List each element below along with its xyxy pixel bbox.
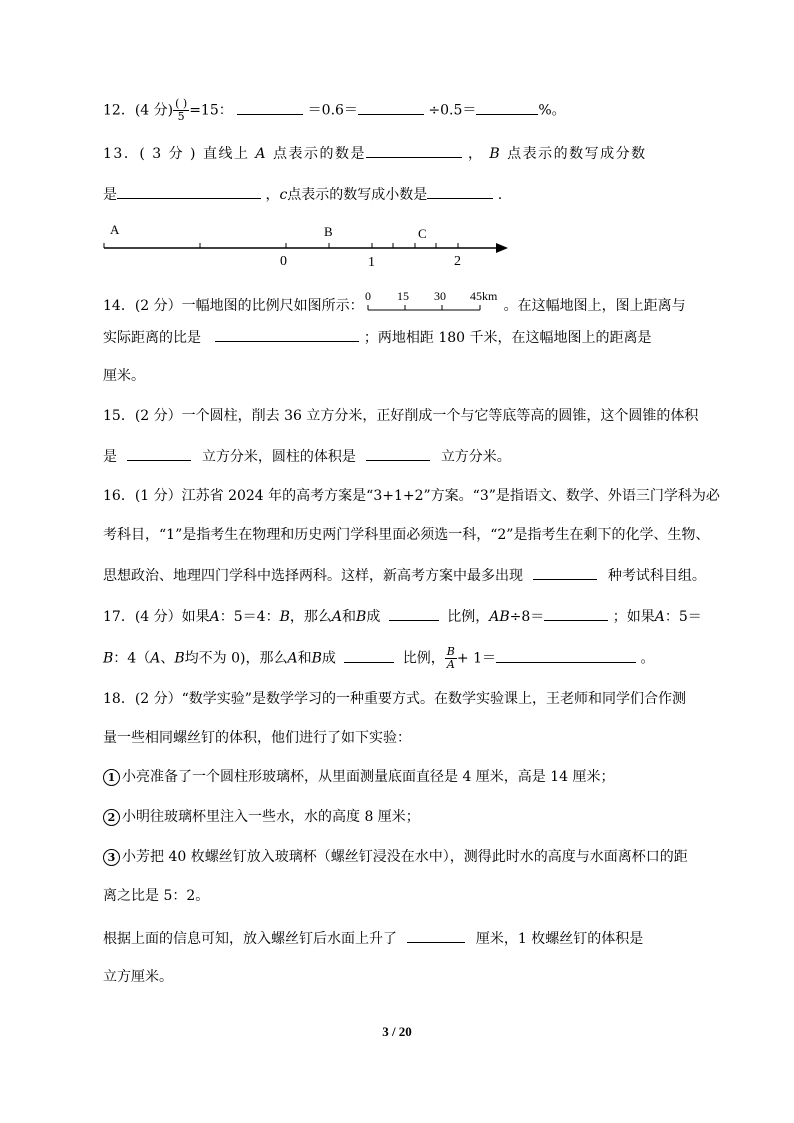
q17-text: 。 bbox=[640, 650, 655, 667]
q17-frac-num: B bbox=[446, 645, 455, 658]
q13-blank-2[interactable] bbox=[117, 184, 261, 199]
q14-text-5: 厘米。 bbox=[103, 368, 145, 384]
q13-text-8: . bbox=[497, 187, 503, 203]
q17-frac-den: A bbox=[446, 658, 455, 671]
q12-frac-num: ( ) bbox=[175, 97, 188, 110]
q18-text-4: 厘米，1 枚螺丝钉的体积是 bbox=[475, 931, 644, 947]
q17-text: ：5＝ bbox=[664, 609, 702, 625]
q16-text-2: 考科目，“1”是指考生在物理和历史两门学科里面必须选一科，“2”是指考生在剩下的化学、生物、 bbox=[103, 527, 710, 543]
circled-number-3-icon: 3 bbox=[103, 849, 120, 866]
q12-eq3: ÷0.5＝ bbox=[428, 102, 477, 119]
q13-text-3: ， bbox=[467, 146, 484, 162]
q17-text: ；如果 bbox=[612, 609, 655, 625]
q17-text: ：5＝4： bbox=[219, 609, 280, 625]
scale-label: 15 bbox=[396, 290, 409, 303]
q12-blank-3[interactable] bbox=[476, 100, 538, 115]
question-13-line-2 bbox=[103, 184, 715, 205]
tick-label-1: 1 bbox=[368, 255, 375, 270]
q16-text-3: 思想政治、地理四门学科中选择两科。这样，新高考方案中最多出现 bbox=[103, 568, 523, 584]
q12-eq1: =15： bbox=[189, 102, 233, 119]
q17-var: B bbox=[103, 650, 114, 667]
q17-text: 比例， bbox=[402, 650, 445, 667]
question-18-step-1 bbox=[103, 767, 715, 787]
tick-label-0: 0 bbox=[280, 254, 287, 269]
scale-label: 30 bbox=[433, 290, 446, 303]
question-18-last-1 bbox=[103, 928, 715, 949]
q17-var: B bbox=[279, 609, 290, 625]
q17-var: AB bbox=[489, 609, 510, 625]
q12-blank-2[interactable] bbox=[358, 100, 424, 115]
q17-text: ，那么 bbox=[289, 609, 332, 625]
q13-blank-3[interactable] bbox=[427, 184, 493, 199]
q17-var: A bbox=[150, 650, 161, 667]
circled-number-2-icon: 2 bbox=[103, 809, 120, 826]
q15-blank-2[interactable] bbox=[366, 446, 430, 461]
page-number: 3 / 20 bbox=[382, 1024, 412, 1039]
q18-step-1-text: 小亮准备了一个圆柱形玻璃杯，从里面测量底面直径是 4 厘米，高是 14 厘米； bbox=[122, 769, 615, 785]
q13-var-b: B bbox=[489, 146, 502, 162]
q13-text-1: 13．( 3 分 ) 直线上 bbox=[103, 146, 250, 162]
q17-text: 和 bbox=[342, 609, 357, 625]
question-18-line-2 bbox=[103, 728, 715, 748]
q17-text: 、 bbox=[160, 650, 175, 667]
q15-blank-1[interactable] bbox=[127, 446, 191, 461]
q16-text-4: 种考试科目组。 bbox=[607, 568, 706, 584]
q17-text: 17．(4 分）如果 bbox=[103, 609, 210, 625]
q13-text-6: ， bbox=[265, 187, 280, 203]
question-14-line-1 bbox=[103, 290, 715, 318]
point-label-c: C bbox=[418, 226, 427, 241]
q18-text-5: 立方厘米。 bbox=[103, 969, 173, 985]
question-18-step-3 bbox=[103, 847, 715, 867]
q17-text: 和 bbox=[297, 650, 312, 667]
q13-text-2: 点表示的数是 bbox=[272, 146, 366, 162]
q12-blank-1[interactable] bbox=[237, 100, 303, 115]
q18-blank-1[interactable] bbox=[407, 928, 465, 943]
q17-text: + 1＝ bbox=[456, 650, 496, 667]
q14-text-4: ；两地相距 180 千米，在这幅地图上的距离是 bbox=[363, 330, 652, 346]
q12-fraction bbox=[173, 98, 189, 123]
q15-text-2: 是 bbox=[103, 449, 117, 465]
q18-step-3-text: 小芳把 40 枚螺丝钉放入玻璃杯（螺丝钉浸没在水中），测得此时水的高度与水面离杯口的距 bbox=[122, 849, 688, 865]
q12-frac-den: 5 bbox=[177, 110, 185, 123]
point-label-b: B bbox=[324, 224, 333, 239]
q17-blank-3[interactable] bbox=[344, 648, 394, 663]
q13-text-4: 点表示的数写成分数 bbox=[507, 146, 647, 162]
scale-label: 0 bbox=[364, 290, 371, 303]
q17-text: 均不为 0)，那么 bbox=[184, 650, 288, 667]
q17-text: 比例， bbox=[447, 609, 490, 625]
q17-var: A bbox=[287, 650, 298, 667]
question-16-line-2 bbox=[103, 525, 715, 545]
q12-prefix: 12．(4 分) bbox=[103, 102, 174, 119]
q18-text-1: 18．(2 分）“数学实验”是数学学习的一种重要方式。在数学实验课上，王老师和同学们合作测 bbox=[103, 691, 686, 707]
question-14-line-2 bbox=[103, 327, 715, 348]
q17-fraction bbox=[445, 646, 457, 671]
q17-var: B bbox=[311, 650, 322, 667]
q14-blank-1[interactable] bbox=[215, 327, 359, 342]
q13-text-5: 是 bbox=[103, 187, 117, 203]
q13-var-a: A bbox=[255, 146, 268, 162]
q14-text-3: 实际距离的比是 bbox=[103, 330, 201, 346]
q17-text: 成 bbox=[366, 609, 381, 625]
q13-text-7: 点表示的数写成小数是 bbox=[287, 187, 428, 203]
q17-blank-2[interactable] bbox=[544, 606, 608, 621]
q12-eq2: ＝0.6＝ bbox=[307, 102, 358, 119]
q15-text-4: 立方分米。 bbox=[440, 449, 511, 465]
q15-text-3: 立方分米，圆柱的体积是 bbox=[201, 449, 356, 465]
number-line-figure bbox=[100, 220, 520, 270]
q16-blank-1[interactable] bbox=[533, 565, 597, 580]
question-18-last-2 bbox=[103, 967, 715, 987]
q17-var: B bbox=[174, 650, 185, 667]
q18-text-3: 根据上面的信息可知，放入螺丝钉后水面上升了 bbox=[103, 931, 397, 947]
q13-blank-1[interactable] bbox=[366, 143, 462, 158]
q17-var: B bbox=[356, 609, 367, 625]
question-12 bbox=[103, 98, 715, 123]
q17-text: 成 bbox=[321, 650, 336, 667]
q14-text-2: 。在这幅地图上，图上距离与 bbox=[503, 298, 686, 314]
q15-text-1: 15．(2 分）一个圆柱，削去 36 立方分米，正好削成一个与它等底等高的圆锥，这个圆锥的体积 bbox=[103, 408, 699, 424]
question-18-line-1 bbox=[103, 689, 715, 709]
question-14-line-3 bbox=[103, 366, 715, 386]
question-15-line-2 bbox=[103, 446, 715, 467]
q14-text-1: 14．(2 分）一幅地图的比例尺如图所示： bbox=[103, 298, 364, 314]
question-18-step-2 bbox=[103, 807, 715, 827]
q12-eq4: %。 bbox=[538, 102, 566, 119]
q17-var: A bbox=[654, 609, 665, 625]
q17-var: A bbox=[331, 609, 343, 625]
q13-var-c: c bbox=[279, 187, 288, 203]
q18-step-3b-text: 离之比是 5：2。 bbox=[103, 888, 210, 904]
circled-number-1-icon: 1 bbox=[103, 769, 120, 786]
scale-label: 45km bbox=[469, 290, 497, 303]
question-16-line-1 bbox=[103, 486, 720, 506]
tick-label-2: 2 bbox=[454, 254, 461, 269]
q17-var: A bbox=[209, 609, 220, 625]
q18-text-2: 量一些相同螺丝钉的体积，他们进行了如下实验： bbox=[103, 730, 411, 746]
q17-text: ：4（ bbox=[113, 650, 151, 667]
q18-step-2-text: 小明往玻璃杯里注入一些水，水的高度 8 厘米； bbox=[122, 809, 420, 825]
q17-blank-1[interactable] bbox=[389, 606, 439, 621]
point-label-a: A bbox=[110, 222, 120, 237]
question-13-line-1 bbox=[103, 143, 715, 164]
question-18-step-3b bbox=[103, 886, 715, 906]
question-15-line-1 bbox=[103, 406, 715, 426]
question-17-line-2 bbox=[103, 646, 715, 671]
q17-blank-4[interactable] bbox=[496, 648, 636, 663]
question-16-line-3 bbox=[103, 565, 715, 586]
map-scale-bar bbox=[364, 290, 504, 318]
q16-text-1: 16．(1 分）江苏省 2024 年的高考方案是“3+1+2”方案。“3”是指语文、数学、外语三门学科为必 bbox=[103, 488, 720, 504]
q17-text: ÷8＝ bbox=[509, 609, 545, 625]
question-17-line-1 bbox=[103, 606, 715, 627]
number-line-arrow-icon bbox=[496, 243, 508, 253]
